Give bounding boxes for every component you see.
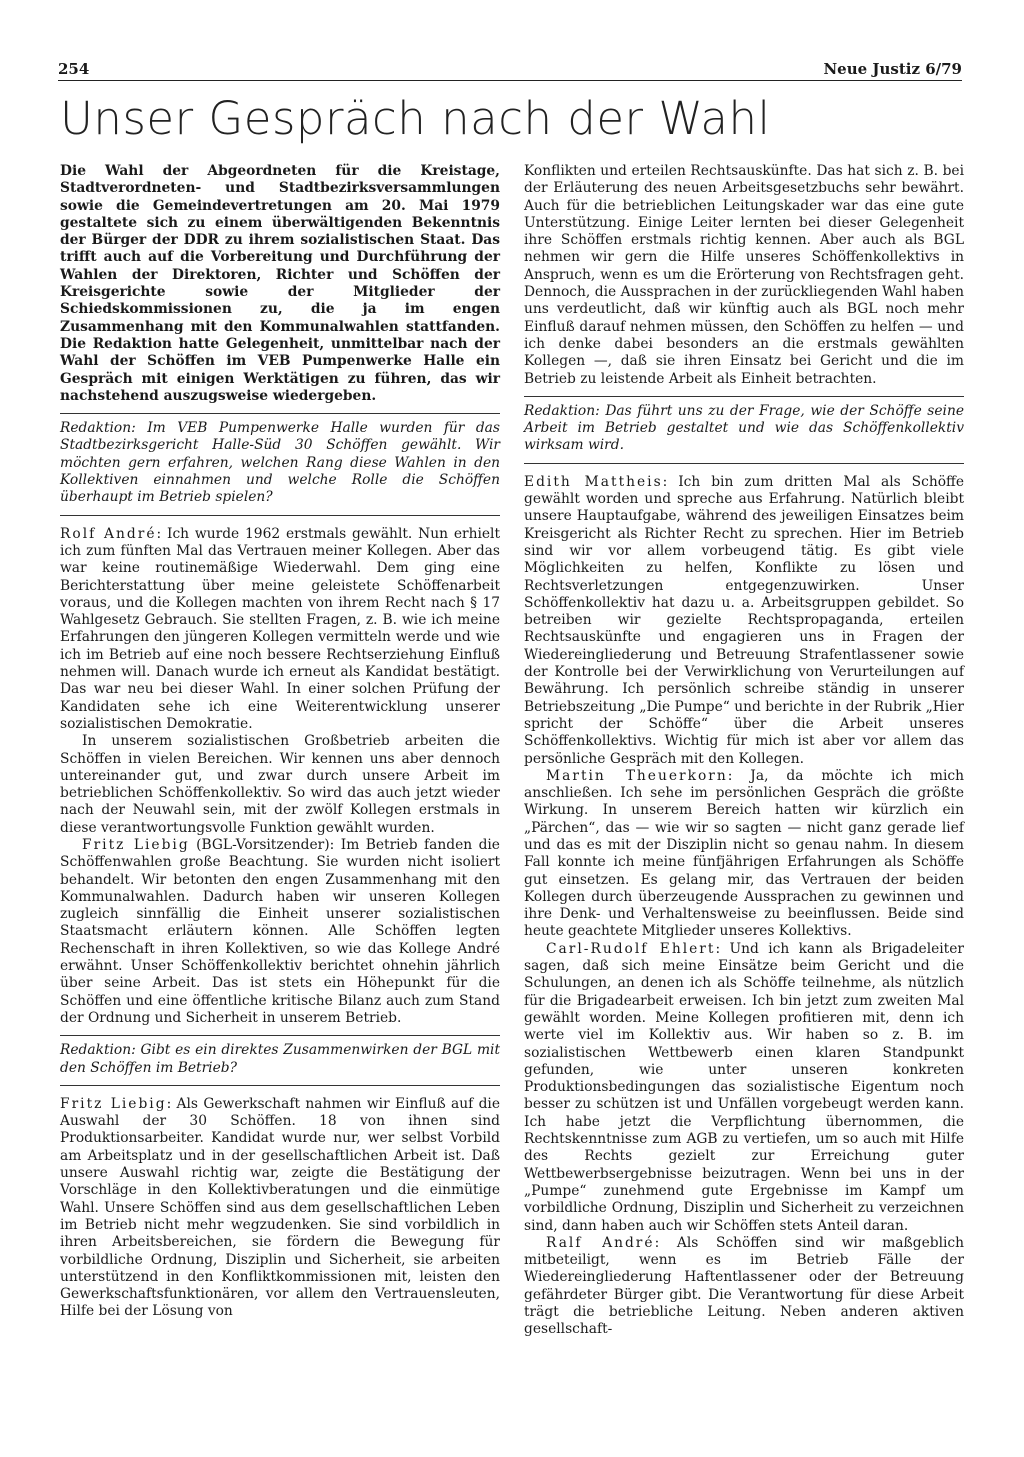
speaker-name: Edith Mattheis [524, 473, 663, 490]
statement-paragraph [524, 1235, 964, 1339]
page-number: 254 [58, 60, 90, 78]
section-rule [60, 515, 500, 516]
statement-paragraph: In unserem sozialistischen Großbetrieb arbeiten die Schöffen in vielen Bereichen. Wir kennen uns aber dennoch untereinander gut, und zwar durch unsere Arbeit im betrieblichen Schöffenkollektiv. So wird das auch jetzt wieder nach der Neuwahl sein, mit der zwölf Kollegen erstmals in diese verantwortungsvolle Funktion gewählt wurden. [60, 733, 500, 836]
editorial-question-3: Redaktion: Das führt uns zu der Frage, wie der Schöffe seine Arbeit im Betrieb gestaltet und wie das Schöffenkollektiv wirksam wird. [524, 402, 964, 454]
left-column [60, 163, 500, 1321]
statement-paragraph [60, 526, 500, 734]
speaker-name: Fritz Liebig [60, 1095, 167, 1112]
statement-paragraph [60, 837, 500, 1027]
intro-paragraph: Die Wahl der Abgeordneten für die Kreistage, Stadtverordneten- und Stadtbezirksversammlungen sowie die Gemeindevertretungen am 20. Mai 1979 gestaltete sich zu einem überwältigenden Bekenntnis der Bürger der DDR zu ihrem sozialistischen Staat. Das trifft auch auf die Vorbereitung und Durchführung der Wahlen der Direktoren, Richter und Schöffen der Kreisgerichte sowie der Mitglieder der Schiedskommissionen zu, die ja im engen Zusammenhang mit den Kommunalwahlen stattfanden. Die Redaktion hatte Gelegenheit, unmittelbar nach der Wahl der Schöffen im VEB Pumpenwerke Halle ein Gespräch mit einigen Werktätigen zu führen, das wir nachstehend auszugsweise wiedergeben. [60, 163, 500, 404]
statement-text: : Ja, da möchte ich mich anschließen. Ich sehe im persönlichen Gespräch die größte Wirkung. In unserem Bereich hatten wir kürzlich ein „Pärchen“, das — wie wir so sagten — nicht ganz gerade lief und das es mit der Disziplin nicht so genau nahm. In diesem Fall konnte ich meine fünfjährigen Erfahrungen als Schöffe gut einsetzen. Es gelang mir, das Vertrauen der beiden Kollegen durch überzeugende Aussprachen zu gewinnen und ihre Denk- und Verhaltensweise zu beeinflussen. Beide sind heute geachtete Mitglieder unseres Kollektivs. [524, 767, 964, 940]
statement-text: : Ich wurde 1962 erstmals gewählt. Nun erhielt ich zum fünften Mal das Vertrauen meiner Kollegen. Aber das war keine routinemäßige Wiederwahl. Dem ging eine Berichterstattung über meine geleistete Schöffenarbeit voraus, und die Kollegen machten von ihrem Recht nach § 17 Wahlgesetz Gebrauch. Sie stellten Fragen, z. B. wie ich meine Erfahrungen den jüngeren Kollegen vermitteln werde und wie ich im Betrieb auf eine noch bessere Rechtserziehung Einfluß nehmen will. Danach wurde ich erneut als Kandidat bestätigt. Das war neu bei dieser Wahl. In einer solchen Prüfung der Kandidaten sehe ich eine Weiterentwicklung unserer sozialistischen Demokratie. [60, 525, 500, 732]
statement-text: : Als Schöffen sind wir maßgeblich mitbeteiligt, wenn es im Betrieb Fälle der Wiedereingliederung Haftentlassener oder der Betreuung gefährdeter Bürger gibt. Die Verantwortung für diese Arbeit trägt die betriebliche Leitung. Neben anderen aktiven gesellschaft- [524, 1234, 965, 1338]
statement-text: : Und ich kann als Brigadeleiter sagen, daß sich meine Einsätze beim Gericht und die Schulungen, an denen ich als Schöffe teilnehme, als nützlich für die Brigadearbeit erweisen. Ich bin jetzt zum zweiten Mal gewählt worden. Meine Kollegen profitieren mit, denn ich werte viel im Kollektiv aus. Wir haben so z. B. im sozialistischen Wettbewerb einen klaren Standpunkt gefunden, wie unter unseren konkreten Produktionsbedingungen das sozialistische Eigentum noch besser zu schützen ist und Unfällen vorgebeugt werden kann. Ich habe jetzt die Verpflichtung übernommen, die Rechtskenntnisse zum AGB zu vertiefen, um so auch mit Hilfe des Rechts gezielt zur Erreichung guter Wettbewerbsergebnisse beizutragen. Wenn bei uns in der „Pumpe“ zunehmend gute Ergebnisse im Kampf um vorbildliche Ordnung, Disziplin und Sicherheit zu verzeichnen sind, dann haben auch wir Schöffen stets Anteil daran. [524, 940, 964, 1234]
statement-text: (BGL-Vorsitzender): Im Betrieb fanden die Schöffenwahlen große Beachtung. Sie wurden nicht isoliert behandelt. Wir betonten den engen Zusammenhang mit den Kommunalwahlen. Dadurch haben wir unseren Kollegen zugleich sinnfällig die Einheit unserer sozialistischen Staatsmacht erläutern können. Alle Schöffen legten Rechenschaft in ihren Kollektiven, so wie das Kollege André erwähnt. Unser Schöffenkollektiv berichtet ohnehin jährlich über seine Arbeit. Das ist stets ein Höhepunkt für die Schöffen und eine öffentliche kritische Bilanz auch zum Stand der Ordnung und Sicherheit in unserem Betrieb. [60, 836, 500, 1026]
speaker-name: Martin Theuerkorn [546, 767, 728, 784]
article-title: Unser Gespräch nach der Wahl [60, 92, 771, 145]
journal-issue: Neue Justiz 6/79 [823, 60, 962, 78]
speaker-name: Fritz Liebig [82, 836, 190, 853]
page-header [58, 60, 962, 82]
section-rule [60, 1085, 500, 1086]
statement-paragraph [524, 474, 964, 768]
editorial-question-1: Redaktion: Im VEB Pumpenwerke Halle wurden für das Stadtbezirksgericht Halle-Süd 30 Schöffen gewählt. Wir möchten gern erfahren, welchen Rang diese Wahlen in den Kollektiven einnahmen und welche Rolle die Schöffen überhaupt im Betrieb spielen? [60, 420, 500, 506]
right-column [524, 163, 964, 1339]
speaker-name: Rolf André [60, 525, 157, 542]
speaker-name: Carl-Rudolf Ehlert [546, 940, 716, 957]
speaker-name: Ralf André [546, 1234, 655, 1251]
statement-paragraph [524, 941, 964, 1235]
statement-paragraph: Konflikten und erteilen Rechtsauskünfte. Das hat sich z. B. bei der Erläuterung des neuen Arbeitsgesetzbuchs sehr bewährt. Auch für die betrieblichen Leitungskader war das eine gute Unterstützung. Einige Leiter lernten bei dieser Gelegenheit ihre Schöffen erstmals richtig kennen. Aber auch als BGL nehmen wir gern die Hilfe unseres Schöffenkollektivs in Anspruch, wenn es um die Erörterung von Rechtsfragen geht. Dennoch, die Aussprachen in der zurückliegenden Wahl haben uns verdeutlicht, daß wir künftig auch als BGL noch mehr Einfluß darauf nehmen müssen, den Schöffen zu helfen — und ich denke dabei besonders an die erstmals gewählten Kollegen —, daß sie ihren Einsatz bei Gericht und die im Betrieb zu leistende Arbeit als Einheit betrachten. [524, 163, 964, 387]
statement-text: : Ich bin zum dritten Mal als Schöffe gewählt worden und spreche aus Erfahrung. Natürlich bleibt unsere Hauptaufgabe, während des jeweiligen Einsatzes beim Kreisgericht als Richter Recht zu sprechen. Hier im Betrieb sind wir vor allem vorbeugend tätig. Es gibt viele Möglichkeiten zu helfen, Konflikte zu lösen und Rechtsverletzungen entgegenzuwirken. Unser Schöffenkollektiv hat dazu u. a. Arbeitsgruppen gebildet. So betreiben wir gezielte Rechtspropaganda, erteilen Rechtsauskünfte und engagieren uns in Fragen der Wiedereingliederung und Betreuung Strafentlassener sowie der Kontrolle bei der Verwirklichung von Verurteilungen auf Bewährung. Ich persönlich schreibe ständig in unserer Betriebszeitung „Die Pumpe“ und berichte in der Rubrik „Hier spricht der Schöffe“ über die Arbeit unseres Schöffenkollektivs. Wichtig für mich ist aber vor allem das persönliche Gespräch mit den Kollegen. [524, 473, 964, 767]
editorial-question-2: Redaktion: Gibt es ein direktes Zusammenwirken der BGL mit den Schöffen im Betrieb? [60, 1042, 500, 1076]
statement-paragraph [524, 768, 964, 941]
statement-text: : Als Gewerkschaft nahmen wir Einfluß auf die Auswahl der 30 Schöffen. 18 von ihnen sind Produktionsarbeiter. Kandidat wurde nur, wer selbst Vorbild am Arbeitsplatz und in der gesellschaftlichen Arbeit ist. Daß unsere Auswahl richtig war, zeigte die Bestätigung der Vorschläge in den Kollektivberatungen und die einmütige Wahl. Unsere Schöffen sind aus dem gesellschaftlichen Leben im Betrieb nicht mehr wegzudenken. Sie sind vorbildlich in ihren Arbeitsbereichen, sie fördern die Bewegung für vorbildliche Ordnung, Disziplin und Sicherheit, sie arbeiten unterstützend in den Konfliktkommissionen mit, leisten den Gewerkschaftsfunktionären, vor allem den Vertrauensleuten, Hilfe bei der Lösung von [60, 1095, 500, 1320]
statement-paragraph [60, 1096, 500, 1321]
header-rule [58, 80, 962, 81]
section-rule [524, 463, 964, 464]
